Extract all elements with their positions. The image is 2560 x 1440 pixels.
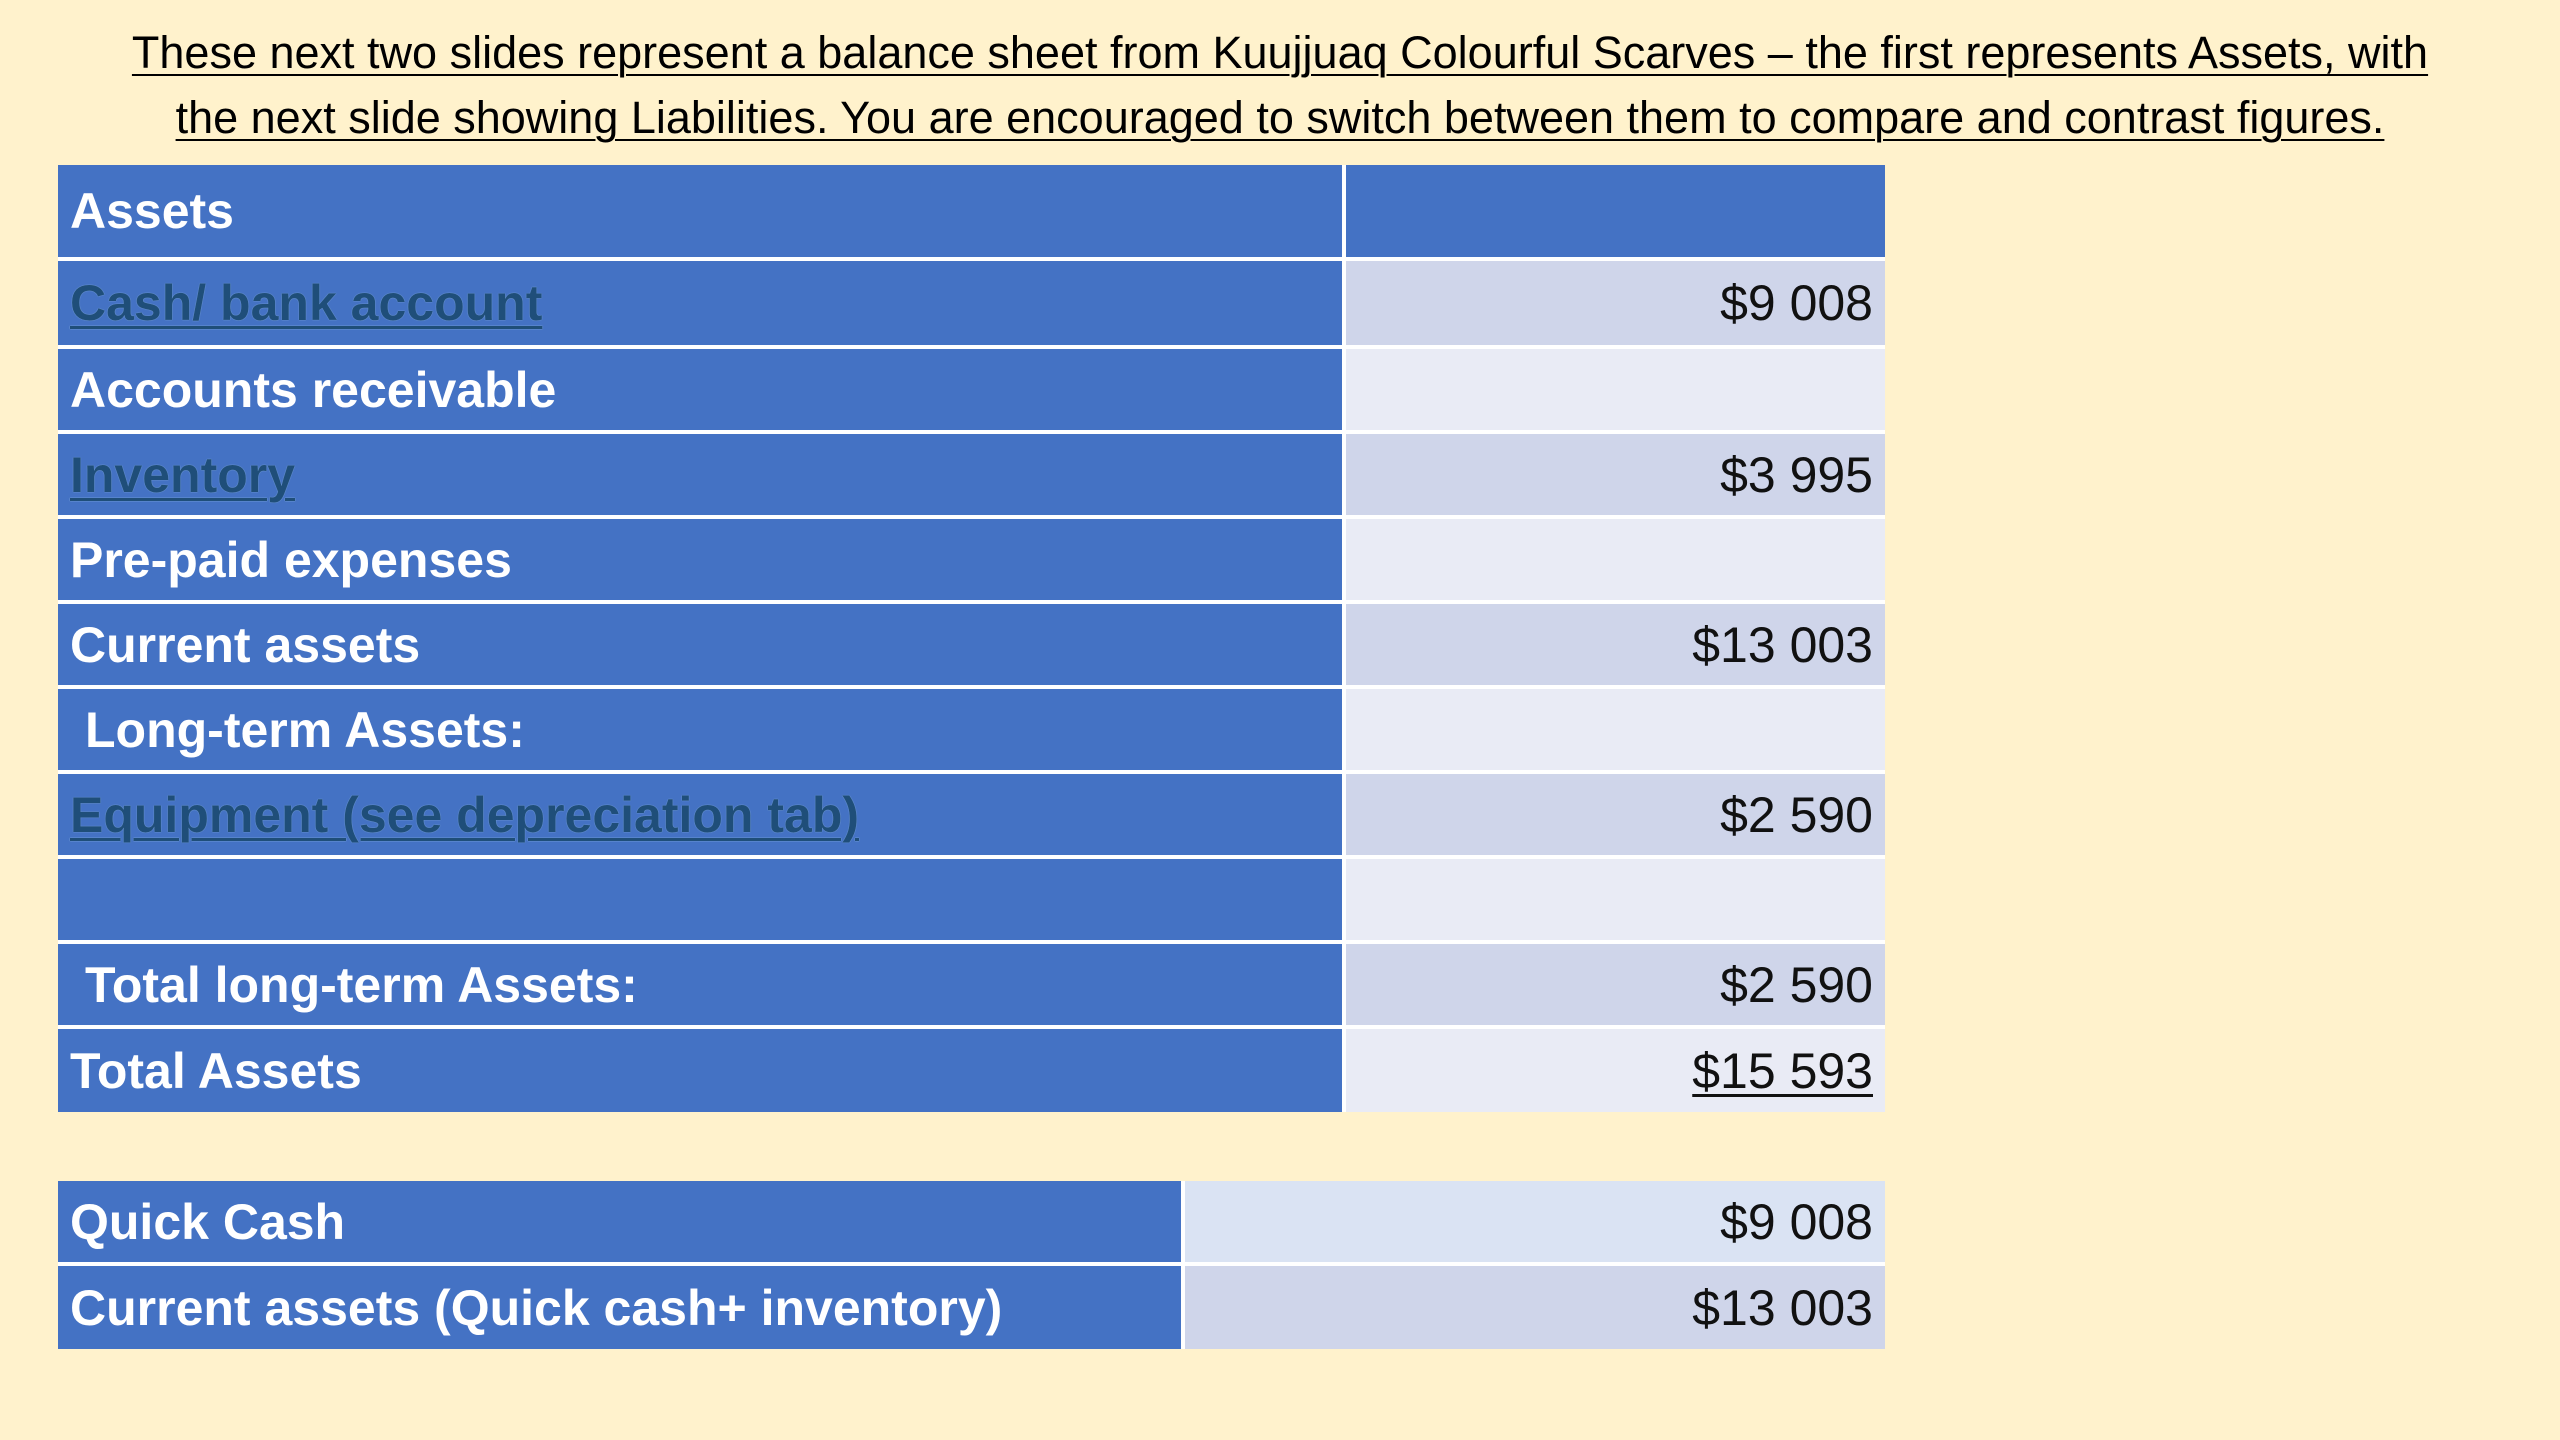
intro-line-1: These next two slides represent a balance sheet from Kuujjuaq Colourful Scarves – the first represents Assets, with (131, 27, 2429, 78)
quick-cash-table (58, 1181, 1885, 1349)
empty-row-value (1344, 857, 1885, 942)
assets-header: Assets (58, 165, 1344, 259)
current-assets-label: Current assets (58, 602, 1344, 687)
assets-header-value (1344, 165, 1885, 259)
equipment-link[interactable]: Equipment (see depreciation tab) (70, 786, 860, 843)
table-row (58, 1181, 1885, 1264)
empty-row-label (58, 857, 1344, 942)
total-assets-amount: $15 593 (1692, 1042, 1873, 1099)
table-row (58, 1264, 1885, 1349)
total-assets-value (1344, 1027, 1885, 1112)
assets-table (58, 165, 1885, 1112)
table-row (58, 432, 1885, 517)
table-row (58, 857, 1885, 942)
inventory-label[interactable] (58, 432, 1344, 517)
quick-cash-value: $9 008 (1183, 1181, 1885, 1264)
table-row (58, 772, 1885, 857)
current-assets-value: $13 003 (1344, 602, 1885, 687)
cash-bank-account-link[interactable]: Cash/ bank account (70, 275, 543, 331)
accounts-receivable-label: Accounts receivable (58, 347, 1344, 432)
total-long-term-assets-label: Total long-term Assets: (58, 942, 1344, 1027)
cash-bank-account-label[interactable] (58, 259, 1344, 347)
table-row (58, 259, 1885, 347)
inventory-value: $3 995 (1344, 432, 1885, 517)
equipment-value: $2 590 (1344, 772, 1885, 857)
table-row (58, 517, 1885, 602)
intro-text (30, 20, 2530, 150)
total-long-term-assets-value: $2 590 (1344, 942, 1885, 1027)
table-row (58, 602, 1885, 687)
pre-paid-expenses-value (1344, 517, 1885, 602)
total-assets-label: Total Assets (58, 1027, 1344, 1112)
equipment-label[interactable] (58, 772, 1344, 857)
long-term-assets-label: Long-term Assets: (58, 687, 1344, 772)
pre-paid-expenses-label: Pre-paid expenses (58, 517, 1344, 602)
long-term-assets-value (1344, 687, 1885, 772)
accounts-receivable-value (1344, 347, 1885, 432)
intro-line-2: the next slide showing Liabilities. You are encouraged to switch between them to compare and contrast figures. (175, 92, 2385, 143)
table-row (58, 687, 1885, 772)
cash-bank-account-value: $9 008 (1344, 259, 1885, 347)
current-assets-quick-value: $13 003 (1183, 1264, 1885, 1349)
quick-cash-label: Quick Cash (58, 1181, 1183, 1264)
current-assets-quick-label: Current assets (Quick cash+ inventory) (58, 1264, 1183, 1349)
table-row (58, 1027, 1885, 1112)
table-row (58, 942, 1885, 1027)
table-header-row (58, 165, 1885, 259)
table-row (58, 347, 1885, 432)
inventory-link[interactable]: Inventory (70, 446, 296, 503)
